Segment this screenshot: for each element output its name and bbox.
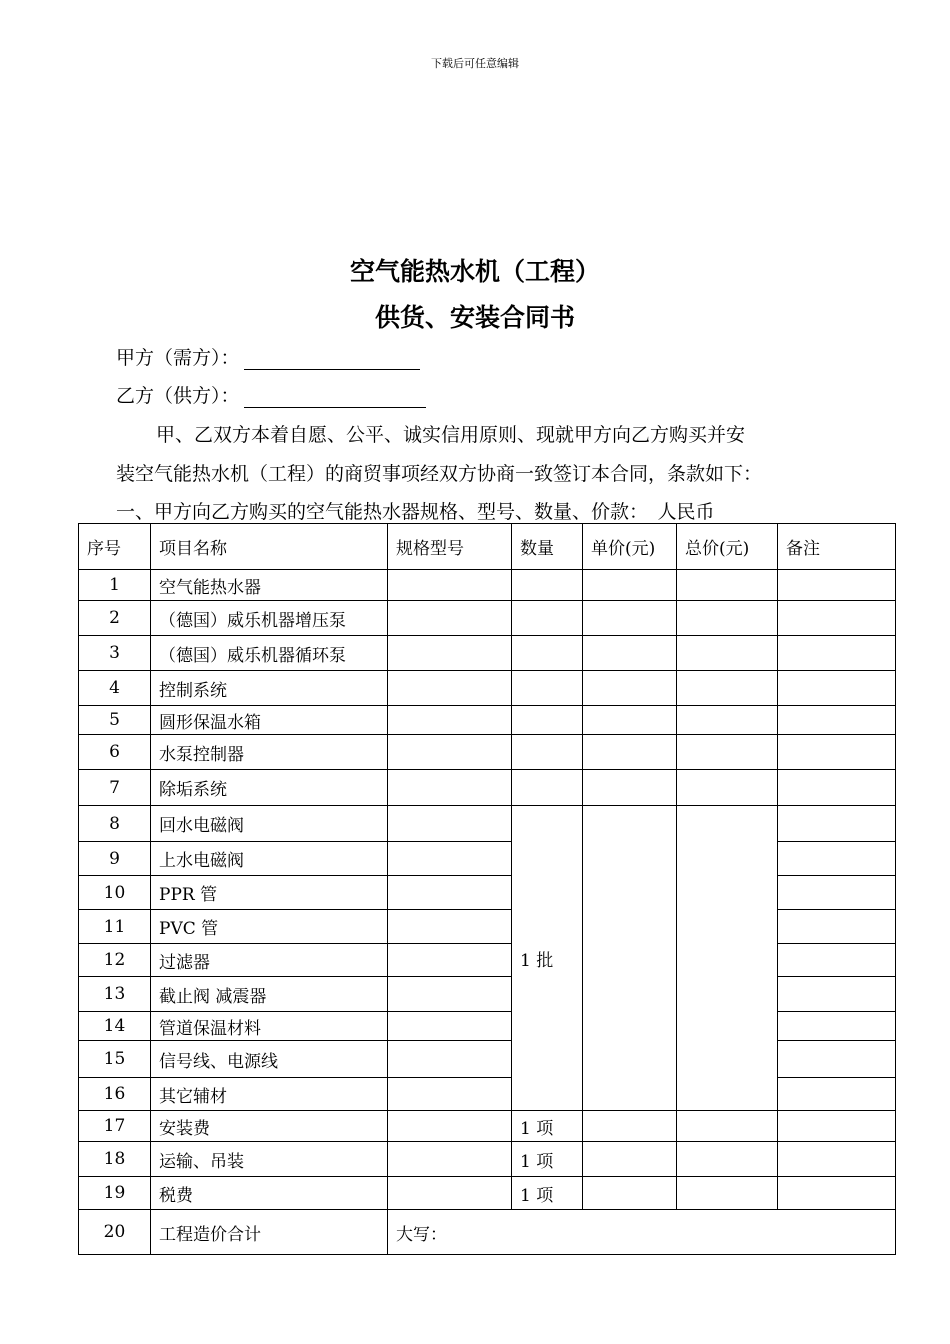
merged-qty-cell: 1 批 — [512, 806, 583, 1111]
row-spec-cell[interactable] — [388, 706, 512, 735]
row-no: 13 — [79, 977, 151, 1012]
header-qty: 数量 — [512, 524, 583, 570]
table-row — [79, 570, 896, 601]
table-header-row — [79, 524, 896, 570]
row-total-cell[interactable] — [677, 1177, 778, 1210]
goods-table — [78, 523, 896, 1255]
row-spec-cell[interactable] — [388, 770, 512, 806]
row-no: 2 — [79, 601, 151, 636]
table-row — [79, 1111, 896, 1142]
row-no: 6 — [79, 735, 151, 770]
total-amount-in-words[interactable]: 大写： — [388, 1210, 896, 1255]
row-spec-cell[interactable] — [388, 1142, 512, 1177]
row-remark-cell[interactable] — [778, 876, 896, 910]
row-total-cell[interactable] — [677, 706, 778, 735]
row-item-name: 除垢系统 — [151, 770, 388, 806]
row-remark-cell[interactable] — [778, 806, 896, 842]
row-spec-cell[interactable] — [388, 1078, 512, 1111]
row-unit-price-cell[interactable] — [583, 1142, 677, 1177]
row-remark-cell[interactable] — [778, 842, 896, 876]
row-unit-price-cell[interactable] — [583, 770, 677, 806]
row-item-name: PVC 管 — [151, 910, 388, 944]
row-no: 5 — [79, 706, 151, 735]
row-item-name: 管道保温材料 — [151, 1012, 388, 1041]
row-total-cell[interactable] — [677, 636, 778, 671]
row-remark-cell[interactable] — [778, 1142, 896, 1177]
row-no: 14 — [79, 1012, 151, 1041]
row-remark-cell[interactable] — [778, 1041, 896, 1078]
row-item-name: （德国）威乐机器循环泵 — [151, 636, 388, 671]
row-item-name: 回水电磁阀 — [151, 806, 388, 842]
row-remark-cell[interactable] — [778, 636, 896, 671]
row-no: 18 — [79, 1142, 151, 1177]
row-remark-cell[interactable] — [778, 1078, 896, 1111]
row-remark-cell[interactable] — [778, 671, 896, 706]
total-row — [79, 1210, 896, 1255]
row-total-cell[interactable] — [677, 1142, 778, 1177]
party-a-label: 甲方（需方）： — [116, 347, 240, 369]
header-remark: 备注 — [778, 524, 896, 570]
header-spec: 规格型号 — [388, 524, 512, 570]
row-remark-cell[interactable] — [778, 735, 896, 770]
row-qty-cell[interactable] — [512, 636, 583, 671]
row-item-name: 安装费 — [151, 1111, 388, 1142]
header-item-name: 项目名称 — [151, 524, 388, 570]
row-remark-cell[interactable] — [778, 1111, 896, 1142]
row-remark-cell[interactable] — [778, 1177, 896, 1210]
row-no: 12 — [79, 944, 151, 977]
row-total-cell[interactable] — [677, 1111, 778, 1142]
row-total-cell[interactable] — [677, 770, 778, 806]
row-qty-cell[interactable] — [512, 770, 583, 806]
row-spec-cell[interactable] — [388, 735, 512, 770]
row-no: 11 — [79, 910, 151, 944]
row-unit-price-cell[interactable] — [583, 570, 677, 601]
table-row — [79, 1177, 896, 1210]
row-unit-price-cell[interactable] — [583, 1111, 677, 1142]
row-qty-cell: 1 项 — [512, 1111, 583, 1142]
row-total-cell[interactable] — [677, 601, 778, 636]
table-row — [79, 806, 896, 842]
row-total-cell[interactable] — [677, 570, 778, 601]
row-qty-cell[interactable] — [512, 671, 583, 706]
row-remark-cell[interactable] — [778, 944, 896, 977]
party-b-blank[interactable] — [244, 387, 426, 408]
row-no: 9 — [79, 842, 151, 876]
row-spec-cell[interactable] — [388, 1041, 512, 1078]
row-spec-cell[interactable] — [388, 570, 512, 601]
row-item-name: 圆形保温水箱 — [151, 706, 388, 735]
row-spec-cell[interactable] — [388, 806, 512, 842]
document-title-line1: 空气能热水机（工程） — [349, 257, 600, 286]
table-row — [79, 770, 896, 806]
row-item-name: （德国）威乐机器增压泵 — [151, 601, 388, 636]
row-spec-cell[interactable] — [388, 944, 512, 977]
row-item-name: 税费 — [151, 1177, 388, 1210]
row-item-name: 上水电磁阀 — [151, 842, 388, 876]
total-row-name: 工程造价合计 — [151, 1210, 388, 1255]
row-item-name: 其它辅材 — [151, 1078, 388, 1111]
row-item-name: 截止阀 减震器 — [151, 977, 388, 1012]
row-item-name: 过滤器 — [151, 944, 388, 977]
row-spec-cell[interactable] — [388, 1111, 512, 1142]
row-spec-cell[interactable] — [388, 876, 512, 910]
row-remark-cell[interactable] — [778, 910, 896, 944]
row-unit-price-cell[interactable] — [583, 636, 677, 671]
merged-total-cell[interactable] — [677, 806, 778, 1111]
party-a-line — [116, 343, 420, 370]
row-no: 3 — [79, 636, 151, 671]
table-row — [79, 1142, 896, 1177]
party-a-blank[interactable] — [244, 349, 420, 370]
total-row-no: 20 — [79, 1210, 151, 1255]
document-title-line2: 供货、安装合同书 — [374, 303, 575, 332]
intro-line-1: 甲、乙双方本着自愿、公平、诚实信用原则、现就甲方向乙方购买并安 — [156, 424, 746, 446]
party-b-label: 乙方（供方）： — [116, 385, 240, 407]
row-qty-cell[interactable] — [512, 601, 583, 636]
party-b-line — [116, 381, 426, 408]
row-unit-price-cell[interactable] — [583, 1177, 677, 1210]
header-no: 序号 — [79, 524, 151, 570]
table-row — [79, 706, 896, 735]
row-item-name: PPR 管 — [151, 876, 388, 910]
row-total-cell[interactable] — [677, 671, 778, 706]
row-qty-cell[interactable] — [512, 706, 583, 735]
row-qty-cell: 1 项 — [512, 1142, 583, 1177]
clause-1-line: 一、甲方向乙方购买的空气能热水器规格、型号、数量、价款： 人民币 — [116, 501, 715, 523]
row-no: 4 — [79, 671, 151, 706]
row-item-name: 空气能热水器 — [151, 570, 388, 601]
row-qty-cell[interactable] — [512, 570, 583, 601]
row-no: 8 — [79, 806, 151, 842]
row-no: 7 — [79, 770, 151, 806]
row-spec-cell[interactable] — [388, 1177, 512, 1210]
row-spec-cell[interactable] — [388, 910, 512, 944]
row-spec-cell[interactable] — [388, 601, 512, 636]
row-total-cell[interactable] — [677, 735, 778, 770]
row-unit-price-cell[interactable] — [583, 735, 677, 770]
header-unit-price: 单价(元) — [583, 524, 677, 570]
row-spec-cell[interactable] — [388, 1012, 512, 1041]
row-unit-price-cell[interactable] — [583, 671, 677, 706]
row-remark-cell[interactable] — [778, 570, 896, 601]
row-remark-cell[interactable] — [778, 706, 896, 735]
row-spec-cell[interactable] — [388, 636, 512, 671]
row-qty-cell[interactable] — [512, 735, 583, 770]
row-item-name: 水泵控制器 — [151, 735, 388, 770]
row-item-name: 运输、吊装 — [151, 1142, 388, 1177]
table-row — [79, 636, 896, 671]
row-qty-cell: 1 项 — [512, 1177, 583, 1210]
row-item-name: 信号线、电源线 — [151, 1041, 388, 1078]
row-no: 15 — [79, 1041, 151, 1078]
row-item-name: 控制系统 — [151, 671, 388, 706]
header-total-price: 总价(元) — [677, 524, 778, 570]
row-remark-cell[interactable] — [778, 770, 896, 806]
row-unit-price-cell[interactable] — [583, 706, 677, 735]
table-row — [79, 671, 896, 706]
row-no: 17 — [79, 1111, 151, 1142]
row-spec-cell[interactable] — [388, 842, 512, 876]
row-remark-cell[interactable] — [778, 1012, 896, 1041]
row-spec-cell[interactable] — [388, 977, 512, 1012]
row-remark-cell[interactable] — [778, 601, 896, 636]
table-row — [79, 735, 896, 770]
header-note: 下载后可任意编辑 — [431, 57, 519, 70]
row-remark-cell[interactable] — [778, 977, 896, 1012]
merged-unit-price-cell[interactable] — [583, 806, 677, 1111]
row-spec-cell[interactable] — [388, 671, 512, 706]
row-no: 1 — [79, 570, 151, 601]
row-unit-price-cell[interactable] — [583, 601, 677, 636]
table-row — [79, 601, 896, 636]
row-no: 16 — [79, 1078, 151, 1111]
row-no: 10 — [79, 876, 151, 910]
row-no: 19 — [79, 1177, 151, 1210]
intro-line-2: 装空气能热水机（工程）的商贸事项经双方协商一致签订本合同，条款如下： — [116, 463, 763, 485]
